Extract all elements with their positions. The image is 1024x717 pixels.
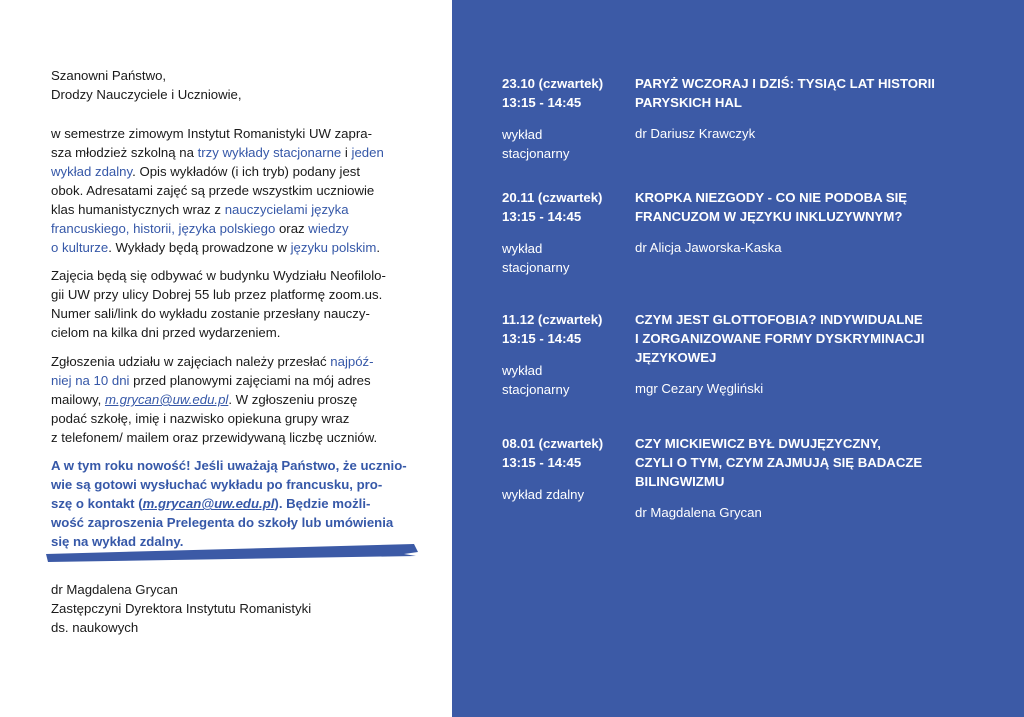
lecture-title-line: KROPKA NIEZGODY - CO NIE PODOBA SIĘ	[635, 190, 908, 205]
text: . Wykłady będą prowadzone w	[108, 240, 291, 255]
text: w semestrze zimowym Instytut Romanistyki UW zapra-	[51, 126, 372, 141]
lecture-mode-line: wykład zdalny	[502, 487, 585, 502]
lectures-panel	[452, 0, 1024, 717]
text: sza młodzież szkolną na	[51, 145, 198, 160]
letter-signup	[51, 352, 436, 447]
signup-line	[51, 371, 436, 390]
lecture-time: 13:15 - 14:45	[502, 95, 582, 110]
lecture-date: 08.01 (czwartek)	[502, 436, 604, 451]
letter-greeting	[51, 66, 431, 104]
signature-line: Zastępczyni Dyrektora Instytutu Romanistyki	[51, 601, 312, 616]
lecture-mode-line: wykład	[502, 363, 543, 378]
lecture-time: 13:15 - 14:45	[502, 209, 582, 224]
text: .	[376, 240, 381, 255]
lecture-date: 11.12 (czwartek)	[502, 312, 603, 327]
lecture-time: 13:15 - 14:45	[502, 455, 582, 470]
lecture-info	[635, 188, 995, 257]
lecture-mode	[502, 485, 622, 504]
letter-column	[0, 0, 452, 717]
lecture-meta	[502, 310, 622, 399]
lecture-mode	[502, 361, 622, 399]
intro-line	[51, 143, 436, 162]
highlight: wiedzy	[308, 221, 349, 236]
lecture-title-line: BILINGWIZMU	[635, 474, 725, 489]
lecture-info	[635, 434, 995, 522]
text: z telefonem/ mailem oraz przewidywaną liczbę uczniów.	[51, 430, 378, 445]
text: . Opis wykładów (i ich tryb) podany jest	[132, 164, 361, 179]
text: przed planowymi zajęciami na mój adres	[129, 373, 371, 388]
text: mailowy,	[51, 392, 105, 407]
lecture-speaker: dr Dariusz Krawczyk	[635, 126, 756, 141]
lecture-meta	[502, 434, 622, 504]
lecture-date: 20.11 (czwartek)	[502, 190, 603, 205]
intro-line	[51, 181, 436, 200]
text: klas humanistycznych wraz z	[51, 202, 225, 217]
highlight: najpóź-	[330, 354, 374, 369]
lecture-info	[635, 74, 995, 143]
letter-intro	[51, 124, 436, 257]
news-line: wie są gotowi wysłuchać wykładu po francusku, pro-	[51, 477, 383, 492]
lecture-mode-line: stacjonarny	[502, 382, 570, 397]
lecture-title-line: PARYŻ WCZORAJ I DZIŚ: TYSIĄC LAT HISTORII	[635, 76, 935, 91]
highlight: nauczycielami języka	[224, 202, 349, 217]
lecture-title-line: I ZORGANIZOWANE FORMY DYSKRYMINACJI	[635, 331, 925, 346]
lecture-time: 13:15 - 14:45	[502, 331, 582, 346]
lecture-mode	[502, 125, 622, 163]
lecture-speaker: mgr Cezary Węgliński	[635, 381, 764, 396]
lecture-title-line: FRANCUZOM W JĘZYKU INKLUZYWNYM?	[635, 209, 903, 224]
text: obok. Adresatami zajęć są przede wszystkim uczniowie	[51, 183, 375, 198]
news-line: A w tym roku nowość! Jeśli uważają Państwo, że ucznio-	[51, 458, 407, 473]
highlight: niej na 10 dni	[51, 373, 130, 388]
signature-line: ds. naukowych	[51, 620, 139, 635]
lecture-title	[635, 188, 995, 226]
intro-line	[51, 162, 436, 181]
news-line: się na wykład zdalny.	[51, 534, 184, 549]
venue-line: Numer sali/link do wykładu zostanie przesłany nauczy-	[51, 306, 370, 321]
email-link[interactable]: m.grycan@uw.edu.pl	[104, 392, 229, 407]
lecture-title	[635, 74, 995, 112]
lecture-mode-line: stacjonarny	[502, 146, 570, 161]
lecture-title	[635, 310, 995, 367]
lecture-info	[635, 310, 995, 398]
signup-line	[51, 428, 436, 447]
news-line	[51, 494, 436, 513]
venue-line: cielom na kilka dni przed wydarzeniem.	[51, 325, 281, 340]
news-line: wość zaproszenia Prelegenta do szkoły lub umówienia	[51, 515, 394, 530]
signup-line	[51, 409, 436, 428]
lecture-mode	[502, 239, 622, 277]
intro-line	[51, 124, 436, 143]
lecture-title-line: CZYM JEST GLOTTOFOBIA? INDYWIDUALNE	[635, 312, 923, 327]
lecture-speaker: dr Magdalena Grycan	[635, 505, 762, 520]
signature-line: dr Magdalena Grycan	[51, 582, 178, 597]
lecture-title-line: JĘZYKOWEJ	[635, 350, 717, 365]
text: Zgłoszenia udziału w zajęciach należy przesłać	[51, 354, 331, 369]
text: ). Będzie możli-	[274, 496, 371, 511]
intro-line	[51, 219, 436, 238]
lecture-title	[635, 434, 995, 491]
lecture-mode-line: stacjonarny	[502, 260, 570, 275]
highlight: o kulturze	[51, 240, 109, 255]
email-link[interactable]: m.grycan@uw.edu.pl	[142, 496, 275, 511]
lecture-mode-line: wykład	[502, 241, 543, 256]
brush-stroke-divider	[44, 540, 420, 570]
letter-venue	[51, 266, 436, 342]
text: szę o kontakt (	[51, 496, 143, 511]
text: podać szkołę, imię i nazwisko opiekuna grupy wraz	[51, 411, 350, 426]
signup-line	[51, 390, 436, 409]
text: oraz	[275, 221, 309, 236]
letter-signature	[51, 580, 431, 637]
intro-line	[51, 200, 436, 219]
lecture-title-line: PARYSKICH HAL	[635, 95, 742, 110]
text: . W zgłoszeniu proszę	[228, 392, 358, 407]
greeting-line: Szanowni Państwo,	[51, 68, 167, 83]
lecture-title-line: CZYLI O TYM, CZYM ZAJMUJĄ SIĘ BADACZE	[635, 455, 923, 470]
lecture-speaker: dr Alicja Jaworska-Kaska	[635, 240, 782, 255]
lecture-title-line: CZY MICKIEWICZ BYŁ DWUJĘZYCZNY,	[635, 436, 881, 451]
letter-news	[51, 456, 436, 551]
highlight: jeden	[351, 145, 384, 160]
highlight: trzy wykłady stacjonarne	[197, 145, 342, 160]
lecture-meta	[502, 74, 622, 163]
text: i	[341, 145, 352, 160]
highlight: języku polskim	[290, 240, 377, 255]
venue-line: gii UW przy ulicy Dobrej 55 lub przez platformę zoom.us.	[51, 287, 383, 302]
signup-line	[51, 352, 436, 371]
venue-line: Zajęcia będą się odbywać w budynku Wydziału Neofilolo-	[51, 268, 386, 283]
highlight: francuskiego, historii, języka polskiego	[51, 221, 276, 236]
intro-line	[51, 238, 436, 257]
highlight: wykład zdalny	[51, 164, 133, 179]
lecture-date: 23.10 (czwartek)	[502, 76, 604, 91]
lecture-meta	[502, 188, 622, 277]
lecture-mode-line: wykład	[502, 127, 543, 142]
greeting-line: Drodzy Nauczyciele i Uczniowie,	[51, 87, 242, 102]
